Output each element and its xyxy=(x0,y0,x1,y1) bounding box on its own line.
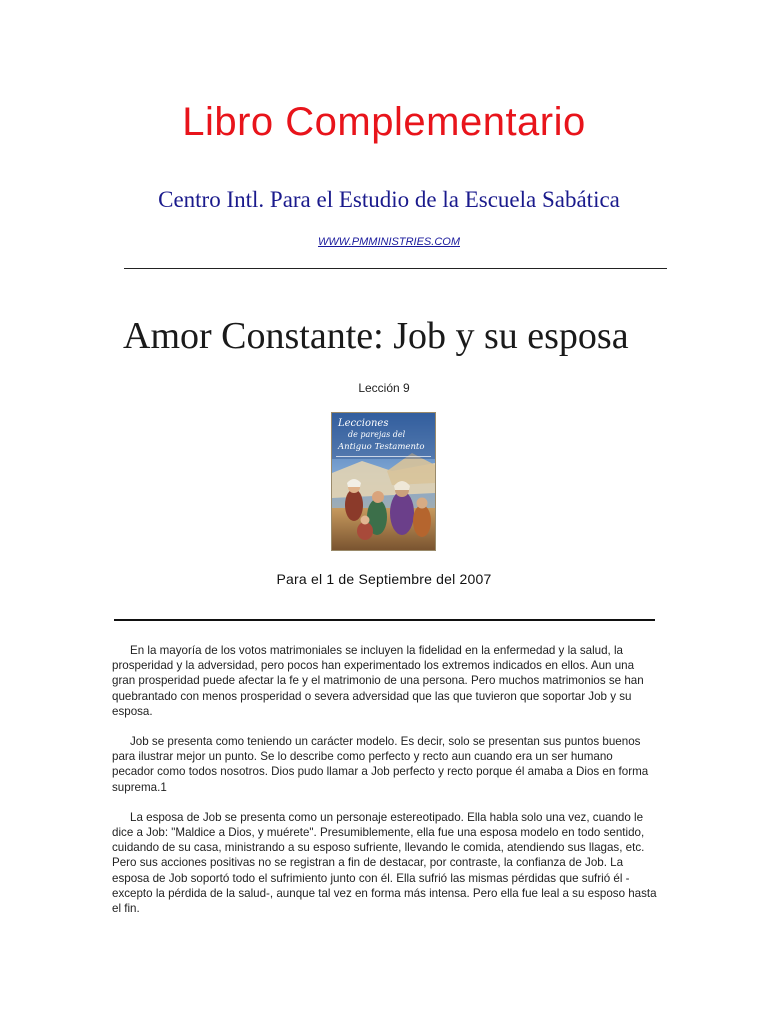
website-link[interactable]: WWW.PMMINISTRIES.COM xyxy=(318,236,460,248)
paragraph: La esposa de Job se presenta como un personaje estereotipado. Ella habla solo una vez, cuando le dice a Job: "Maldice a Dios, y muérete". Presumiblemente, ella fue una esposa modelo en todo sentido, cuidando de su casa, ministrando a su esposo sufriente, llevando le comida, atendiendo sus llagas, etc. Pero sus acciones positivas no se registran a fin de destacar, por contraste, la confianza de Job. La esposa de Job soportó todo el sufrimiento junto con él. Ella sufrió las mismas pérdidas que sufrió él -excepto la pérdida de la salud-, aunque tal vez en forma más intensa. Pero ella fue leal a su esposo hasta el fin. xyxy=(112,810,657,916)
section-divider xyxy=(114,619,655,621)
body-text xyxy=(112,643,657,931)
book-cover-image xyxy=(332,413,435,550)
lesson-title: Amor Constante: Job y su esposa xyxy=(123,315,629,357)
svg-text:Antiguo Testamento: Antiguo Testamento xyxy=(338,442,425,452)
page-title: Libro Complementario xyxy=(182,100,586,144)
header-divider xyxy=(124,268,667,269)
lesson-number: Lección 9 xyxy=(358,381,410,395)
lesson-date: Para el 1 de Septiembre del 2007 xyxy=(276,571,492,587)
svg-text:Lecciones: Lecciones xyxy=(338,418,389,429)
paragraph: Job se presenta como teniendo un carácter modelo. Es decir, solo se presentan sus puntos buenos para ilustrar mejor un punto. Se lo describe como perfecto y recto aun cuando era un ser humano pecador como todos nosotros. Dios pudo llamar a Job perfecto y recto porque él amaba a Dios en forma suprema.1 xyxy=(112,735,649,794)
organization-subtitle: Centro Intl. Para el Estudio de la Escuela Sabática xyxy=(158,187,620,212)
paragraph: En la mayoría de los votos matrimoniales se incluyen la fidelidad en la enfermedad y la salud, la prosperidad y la adversidad, pero pocos han experimentado los extremos indicados en ellos. Aun una gran prosperidad puede afectar la fe y el matrimonio de una persona. Pero muchos matrimonios se han quebrantado con menos prosperidad o severa adversidad que las que tuvieron que soportar Job y su esposa. xyxy=(112,644,644,718)
svg-text:de parejas del: de parejas del xyxy=(348,430,406,439)
